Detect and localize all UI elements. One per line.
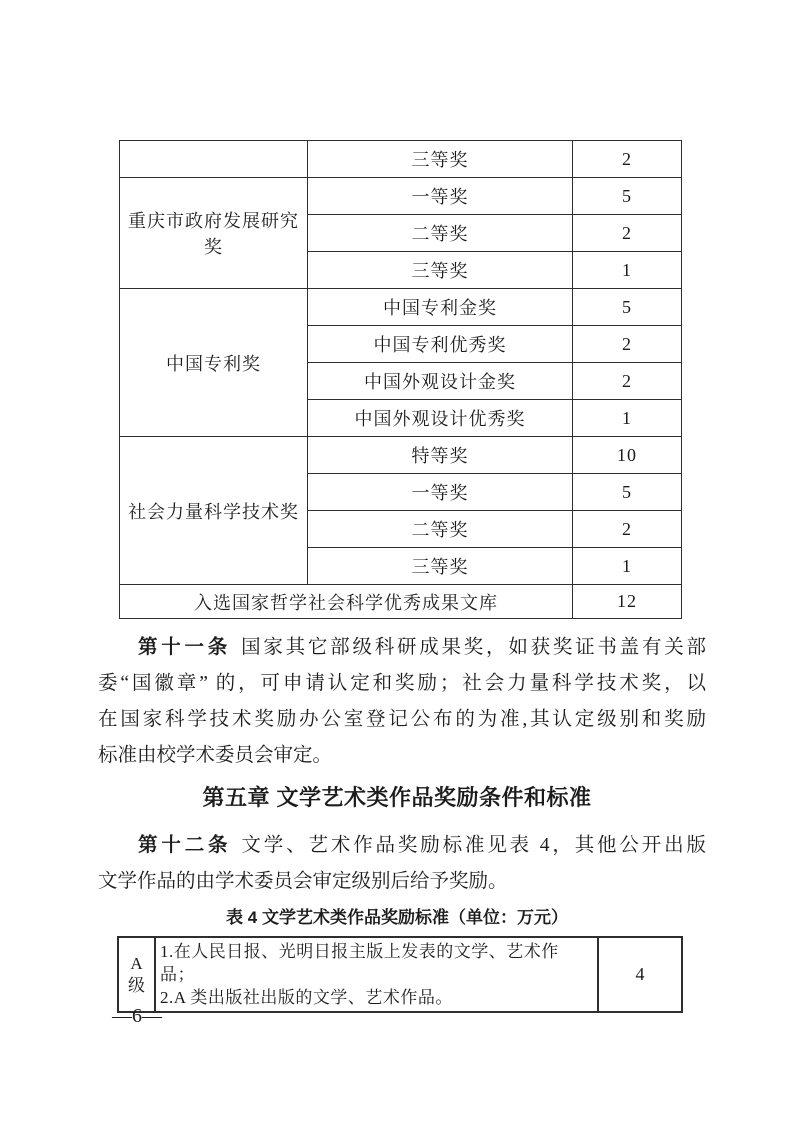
category-cell-empty [120,141,308,178]
paragraph-line: 在国家科学技术奖励办公室登记公布的为准,其认定级别和奖励 [98,709,706,730]
category-cell: 中国专利奖 [120,289,308,437]
level-cell: 二等奖 [308,215,573,252]
amount-cell: 2 [573,215,682,252]
article-12-paragraph [98,828,706,900]
level-cell: 三等奖 [308,252,573,289]
paragraph-line: 第十二条 文学、艺术作品奖励标准见表 4，其他公开出版 [138,835,706,856]
amount-cell: 12 [573,585,682,619]
category-cell: 社会力量科学技术奖 [120,437,308,585]
level-cell: 中国专利优秀奖 [308,326,573,363]
grade-cell: A 级 [118,937,155,1012]
level-cell: 一等奖 [308,178,573,215]
criteria-cell: 1.在人民日报、光明日报主版上发表的文学、艺术作品； 2.A 类出版社出版的文学、艺术作品。 [155,937,598,1012]
chapter-heading: 第五章 文学艺术类作品奖励条件和标准 [202,785,592,810]
level-cell: 三等奖 [308,548,573,585]
paragraph-line: 第十一条 国家其它部级科研成果奖，如获奖证书盖有关部 [138,637,706,658]
amount-cell: 2 [573,141,682,178]
amount-cell: 2 [573,363,682,400]
science-award-table [119,140,682,619]
level-cell: 中国外观设计优秀奖 [308,400,573,437]
level-cell: 中国外观设计金奖 [308,363,573,400]
category-cell: 重庆市政府发展研究奖 [120,178,308,289]
amount-cell: 1 [573,252,682,289]
level-cell: 一等奖 [308,474,573,511]
amount-cell: 5 [573,474,682,511]
amount-cell: 4 [598,937,682,1012]
amount-cell: 1 [573,400,682,437]
level-cell: 三等奖 [308,141,573,178]
amount-cell: 2 [573,511,682,548]
amount-cell: 1 [573,548,682,585]
amount-cell: 5 [573,178,682,215]
page-number: —6— [112,1005,162,1027]
literature-award-table [117,936,683,1013]
table4-caption: 表 4 文学艺术类作品奖励标准（单位：万元） [226,908,568,927]
paragraph-line: 委“国徽章” 的，可申请认定和奖励；社会力量科学技术奖，以 [98,673,706,694]
article-11-paragraph [98,630,706,774]
footer-label-cell: 入选国家哲学社会科学优秀成果文库 [120,585,573,619]
table-row [120,141,682,178]
paragraph-line: 文学作品的由学术委员会审定级别后给予奖励。 [98,871,508,892]
level-cell: 二等奖 [308,511,573,548]
article-12-term: 第十二条 [138,835,232,856]
amount-cell: 2 [573,326,682,363]
table-row [120,437,682,474]
level-cell: 特等奖 [308,437,573,474]
paragraph-line: 标准由校学术委员会审定。 [98,745,333,766]
table-footer-row [120,585,682,619]
table-row [118,937,682,1012]
amount-cell: 5 [573,289,682,326]
amount-cell: 10 [573,437,682,474]
table-row [120,289,682,326]
article-11-term: 第十一条 [138,637,232,658]
level-cell: 中国专利金奖 [308,289,573,326]
table-row [120,178,682,215]
